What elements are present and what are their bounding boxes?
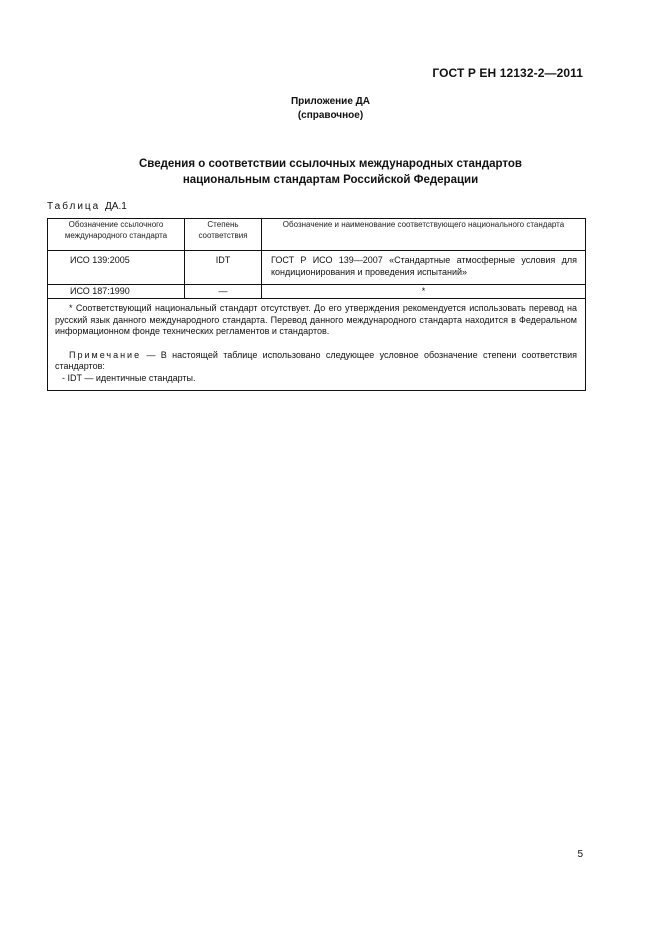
header-national-standard: Обозначение и наименование соответствующего национального стандарта [262, 219, 586, 251]
table-caption [47, 201, 127, 212]
correspondence-table [47, 218, 586, 391]
table-footer-row [48, 299, 586, 391]
appendix-type: (справочное) [297, 110, 364, 121]
table-footer [48, 299, 586, 391]
note-item: - IDT — идентичные стандарты. [62, 372, 196, 383]
note [55, 350, 577, 373]
note-label: Примечание [69, 349, 142, 360]
cell-national-standard: * [262, 285, 586, 299]
table-row [48, 285, 586, 299]
document-code: ГОСТ Р ЕН 12132-2—2011 [432, 66, 583, 80]
title-line-1: Сведения о соответствии ссылочных международных стандартов [138, 158, 522, 170]
cell-degree: IDT [185, 251, 262, 285]
note-text: — В настоящей таблице использовано следующее условное обозначение степени соответствия стандартов: [55, 349, 577, 371]
title-line-2: национальным стандартам Российской Федерации [182, 174, 479, 186]
table-caption-word: Таблица [47, 201, 101, 212]
header-designation: Обозначение ссылочного международного стандарта [48, 219, 185, 251]
cell-national-standard: ГОСТ Р ИСО 139—2007 «Стандартные атмосферные условия для кондиционирования и проведения испытаний» [262, 251, 586, 285]
table-row [48, 251, 586, 285]
cell-designation: ИСО 187:1990 [48, 285, 185, 299]
page-number: 5 [577, 849, 583, 860]
table-caption-number: ДА.1 [105, 201, 127, 212]
appendix-heading [0, 95, 661, 123]
cell-degree: — [185, 285, 262, 299]
cell-designation: ИСО 139:2005 [48, 251, 185, 285]
appendix-name: Приложение ДА [290, 96, 371, 107]
document-title [0, 156, 661, 188]
footnote: * Соответствующий национальный стандарт отсутствует. До его утверждения рекомендуется использовать перевод на русский язык данного международного стандарта. Перевод данного международного стандарта находится в Федеральном информационном фонде технических регламентов и стандартов. [55, 303, 577, 336]
header-degree: Степень соответствия [185, 219, 262, 251]
table-header-row [48, 219, 586, 251]
